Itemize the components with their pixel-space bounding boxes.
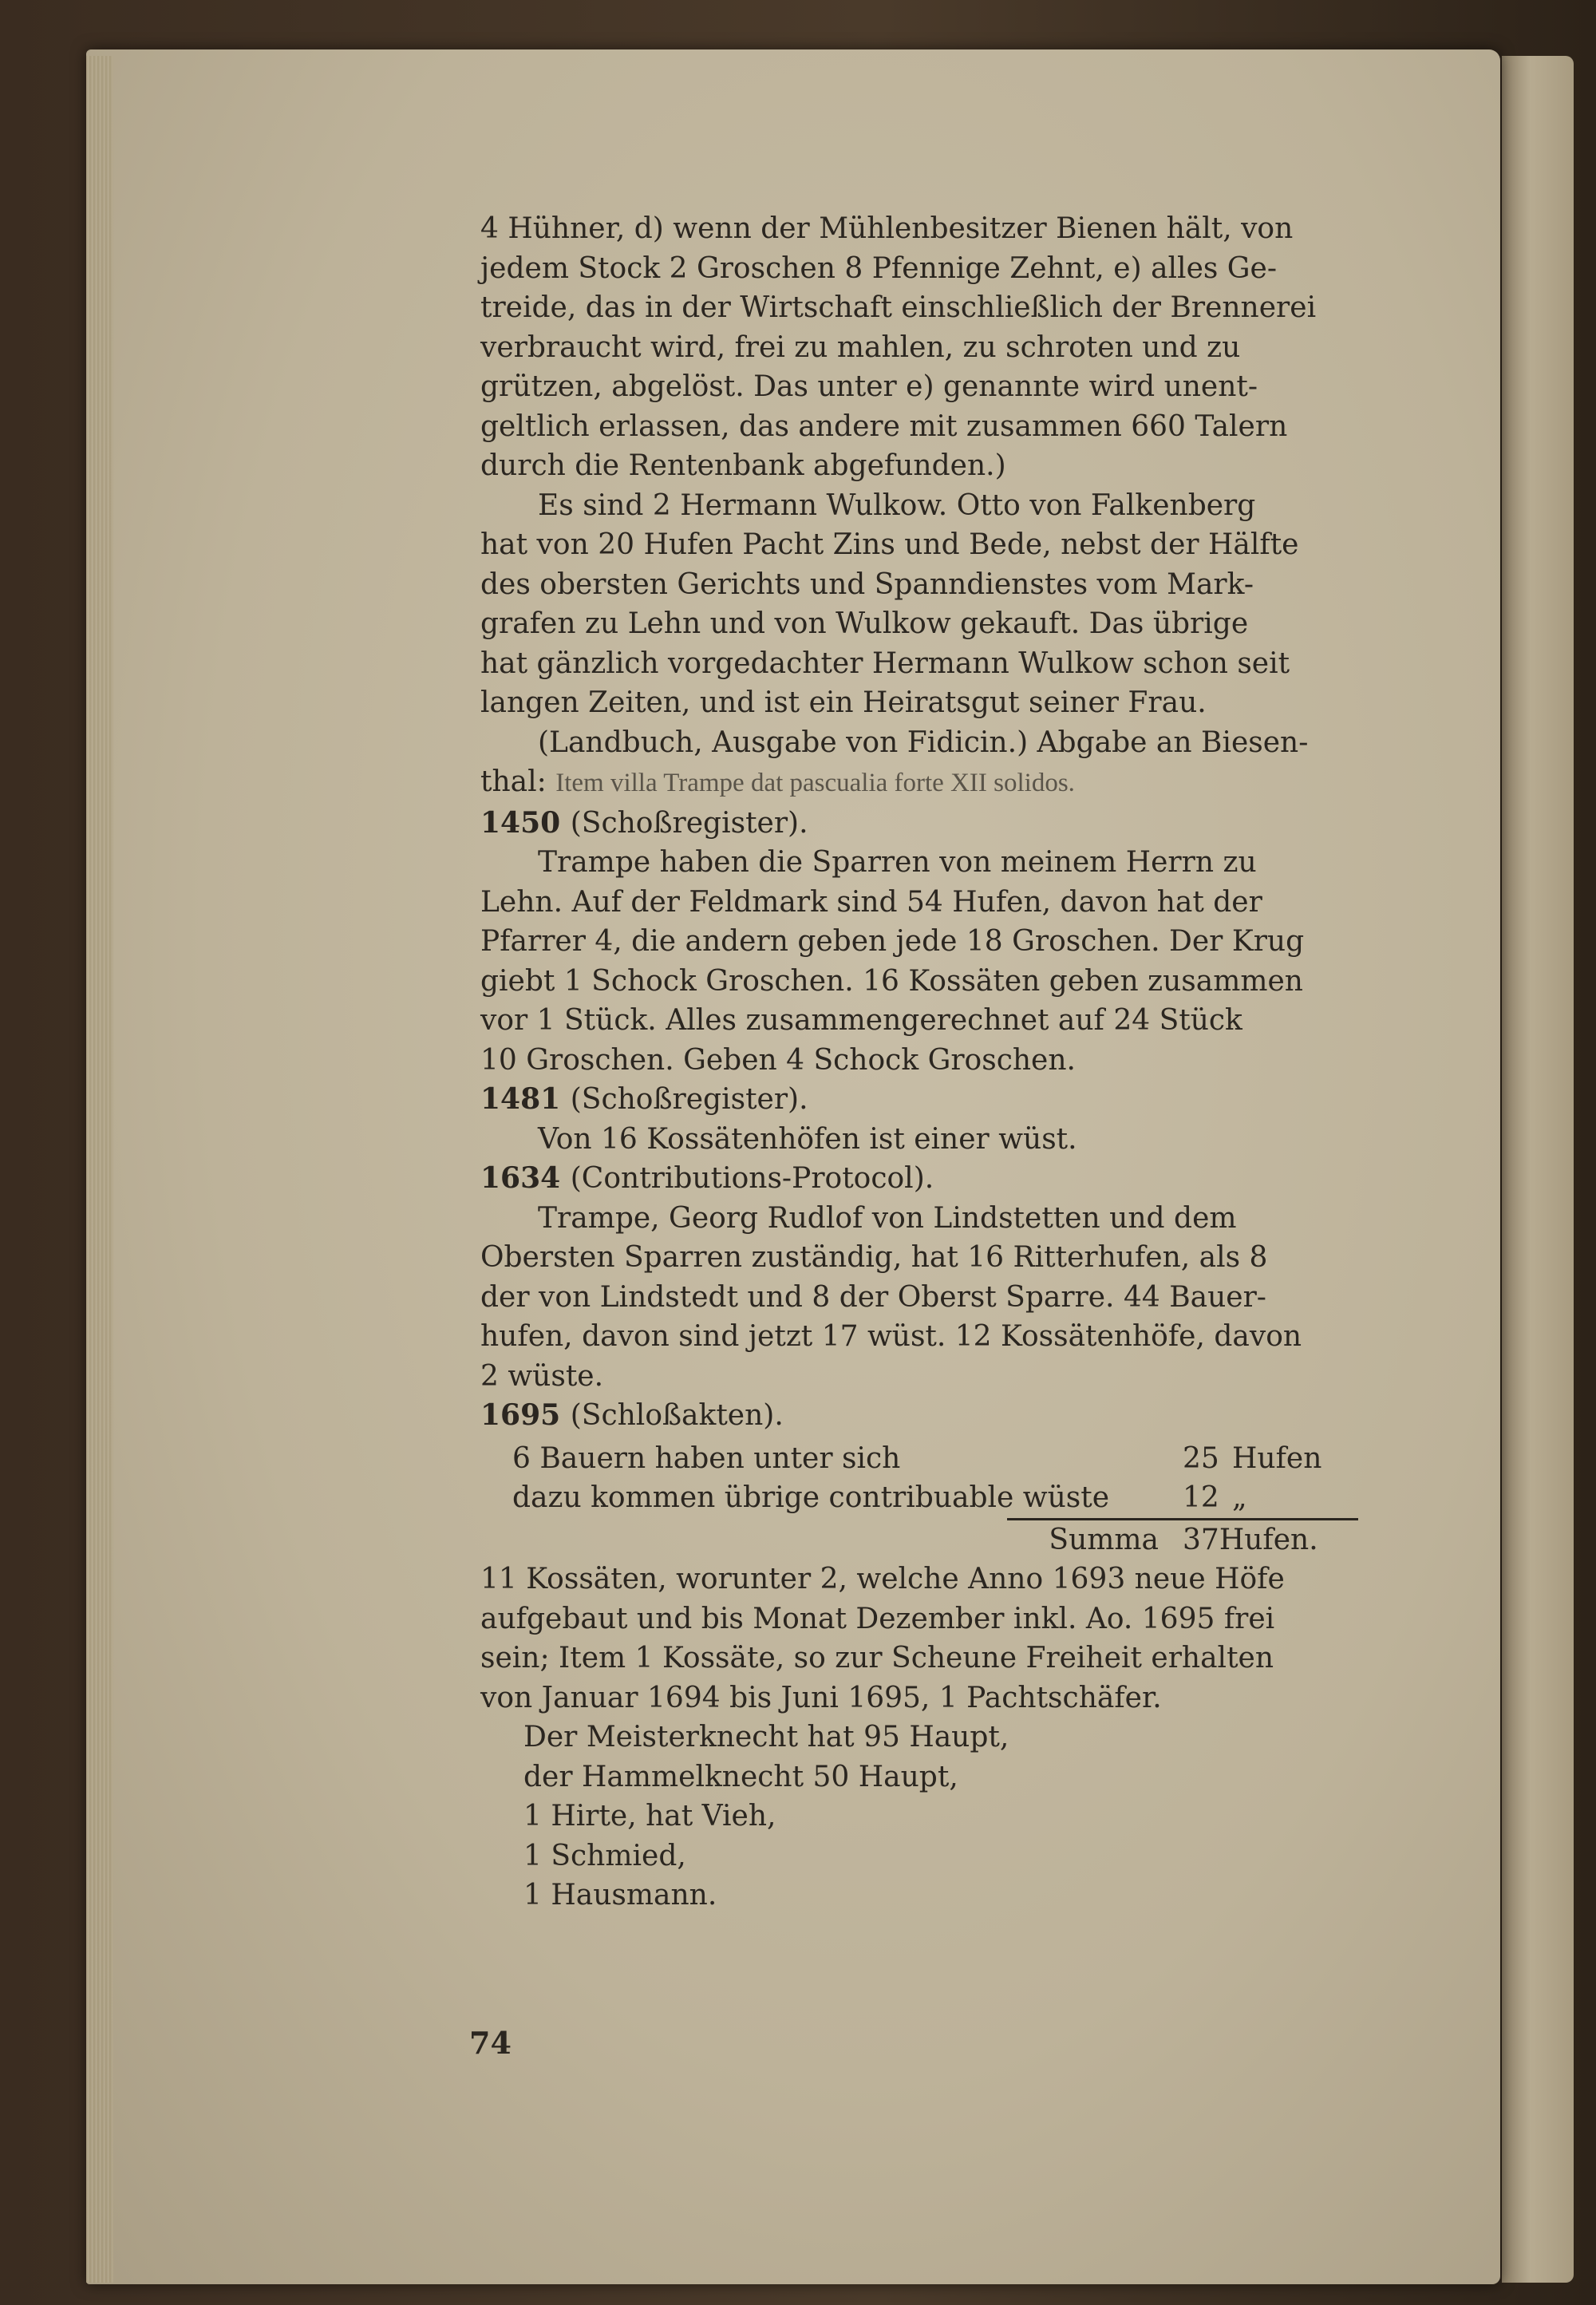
list-item: 1 Schmied, — [523, 1839, 686, 1872]
paragraph-wulkow: Es sind 2 Hermann Wulkow. Otto von Falkenberg hat von 20 Hufen Pacht Zins und Bede, nebst der Hälfte des obersten Gerichts und Spanndienstes vom Mark- grafen zu Lehn und von Wulkow gekauft. Das übrige hat gänzlich vorgedachter Hermann Wulkow schon seit langen Zeiten, und ist ein Heiratsgut seiner Frau. — [480, 488, 1299, 719]
paragraph-1450: Trampe haben die Sparren von meinem Herrn zu Lehn. Auf der Feldmark sind 54 Hufen, davon hat der Pfarrer 4, die andern geben jede 18 Groschen. Der Krug giebt 1 Schock Groschen. 16 Kossäten geben zusammen vor 1 Stück. Alles zusammengerechnet auf 24 Stück 10 Groschen. Geben 4 Schock Groschen. — [480, 846, 1305, 1077]
list-item: 1 Hausmann. — [523, 1879, 717, 1912]
page-text — [480, 209, 1358, 1916]
table-sum-row: Summa 37Hufen. — [1007, 1518, 1358, 1560]
heading-1450: 1450 (Schoßregister). — [480, 805, 808, 840]
heading-1695: 1695 (Schloßakten). — [480, 1398, 784, 1432]
next-page-edge — [1502, 56, 1574, 2283]
paragraph-muehle: 4 Hühner, d) wenn der Mühlenbesitzer Bienen hält, von jedem Stock 2 Groschen 8 Pfennige Zehnt, e) alles Ge- treide, das in der Wirtschaft einschließlich der Brennerei verbraucht wird, frei zu mahlen, zu schroten und zu grützen, abgelöst. Das unter e) genannte wird unent- geltlich erlassen, das andere mit zusammen 660 Talern durch die Rentenbank abgefunden.) — [480, 212, 1317, 482]
hufen-table — [512, 1439, 1358, 1560]
list-item: Der Meisterknecht hat 95 Haupt, — [523, 1721, 1009, 1753]
heading-1481: 1481 (Schoßregister). — [480, 1082, 808, 1116]
table-row: dazu kommen übrige contribuable wüste 12 „ — [512, 1481, 1247, 1514]
table-row: 6 Bauern haben unter sich 25 Hufen — [512, 1441, 1322, 1475]
staff-list — [523, 1718, 1358, 1916]
heading-1634: 1634 (Contributions-Protocol). — [480, 1161, 934, 1195]
paragraph-landbuch: (Landbuch, Ausgabe von Fidicin.) Abgabe an Biesen- thal: Item villa Trampe dat pascualia forte XII solidos. — [480, 726, 1309, 798]
page-stack-edge — [86, 56, 113, 2283]
paragraph-kossaeten-1695: 11 Kossäten, worunter 2, welche Anno 1693 neue Höfe aufgebaut und bis Monat Dezember inkl. Ao. 1695 frei sein; Item 1 Kossäte, so zur Scheune Freiheit erhalten von Januar 1694 bis Juni 1695, 1 Pachtschäfer. — [480, 1563, 1285, 1714]
list-item: der Hammelknecht 50 Haupt, — [523, 1760, 958, 1793]
paragraph-1634: Trampe, Georg Rudlof von Lindstetten und dem Obersten Sparren zuständig, hat 16 Ritterhufen, als 8 der von Lindstedt und 8 der Oberst Sparre. 44 Bauer- hufen, davon sind jetzt 17 wüst. 12 Kossätenhöfe, davon 2 wüste. — [480, 1201, 1302, 1393]
latin-quotation: Item villa Trampe dat pascualia forte XII solidos. — [555, 769, 1075, 797]
page-number: 74 — [469, 2025, 512, 2061]
paragraph-1481: Von 16 Kossätenhöfen ist einer wüst. — [538, 1122, 1077, 1156]
list-item: 1 Hirte, hat Vieh, — [523, 1800, 776, 1833]
